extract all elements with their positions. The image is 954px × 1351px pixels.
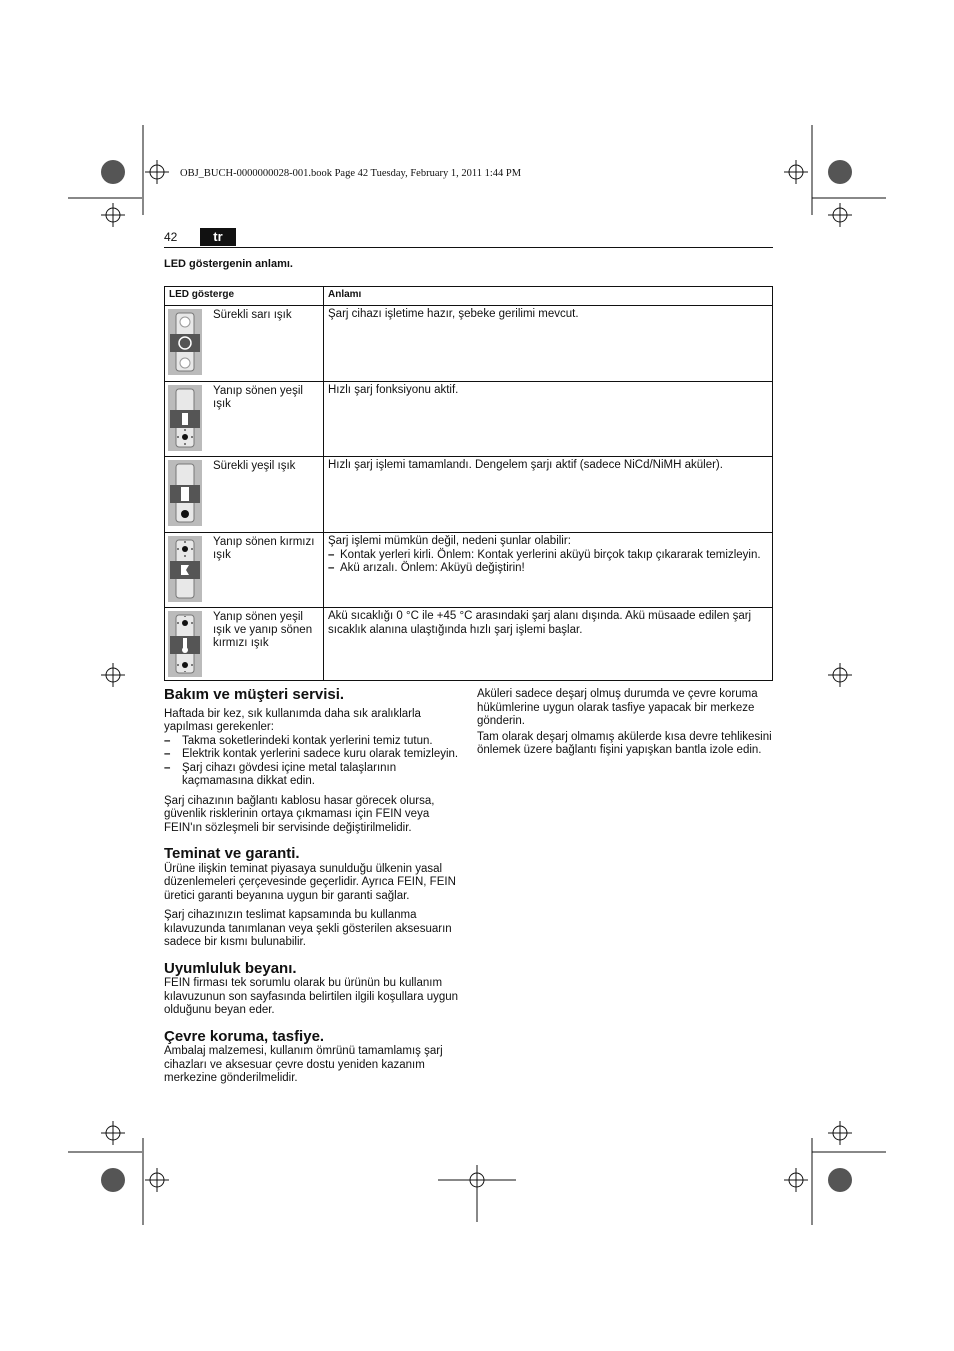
led-label: Sürekli sarı ışık	[213, 309, 292, 321]
table-row	[165, 533, 773, 608]
led-steady-green-icon	[168, 460, 202, 526]
list-item: – Takma soketlerindeki kontak yerlerini temiz tutun.	[164, 735, 460, 749]
environment-p1: Ambalaj malzemesi, kullanım ömrünü tamamlamış şarj cihazları ve aksesuar çevre dostu yeniden kazanım merkezine gönderilmelidir.	[164, 1045, 443, 1084]
table-row	[165, 382, 773, 457]
language-badge: tr	[200, 228, 236, 246]
warranty-p1: Ürüne ilişkin teminat piyasaya sunulduğu ülkenin yasal düzenlemeleri çerçevesinde geçerlidir. Ayrıca FEIN, FEIN üretici garanti beyanına uygun bir garanti sağlar.	[164, 862, 456, 902]
led-section-title: LED göstergenin anlamı.	[164, 258, 293, 270]
right-column	[477, 688, 773, 764]
table-header-row	[165, 287, 773, 306]
maintenance-list	[164, 735, 460, 789]
environment-title: Çevre koruma, tasfiye.	[164, 1027, 325, 1045]
page-number: 42	[164, 230, 178, 244]
warranty-p2: Şarj cihazınızın teslimat kapsamında bu kullanma kılavuzunda tanımlanan veya şekli gösterilen aksesuarın sadece bir kısmı bulunabilir.	[164, 909, 452, 948]
table-row	[165, 608, 773, 681]
led-blinking-green-red-icon	[168, 611, 202, 677]
led-blinking-green-icon	[168, 385, 202, 451]
led-meaning-bullets	[328, 549, 768, 576]
list-item: – Şarj cihazı gövdesi içine metal talaşlarının kaçmamasına dikkat edin.	[164, 762, 460, 789]
maintenance-title: Bakım ve müşteri servisi.	[164, 686, 345, 703]
table-row	[165, 306, 773, 382]
led-meaning: Şarj işlemi mümkün değil, nedeni şunlar olabilir:	[328, 535, 571, 547]
warranty-title: Teminat ve garanti.	[164, 845, 300, 862]
led-table	[164, 286, 773, 681]
file-info: OBJ_BUCH-0000000028-001.book Page 42 Tuesday, February 1, 2011 1:44 PM	[180, 168, 522, 179]
list-item: – Kontak yerleri kirli. Önlem: Kontak yerlerini aküyü birçok takıp çıkararak temizleyin.	[328, 549, 768, 563]
disposal-p1: Aküleri sadece deşarj olmuş durumda ve çevre koruma hükümlerine uygun olarak tasfiye yapacak bir merkeze gönderin.	[477, 688, 758, 727]
maintenance-intro: Haftada bir kez, sık kullanımda daha sık aralıklarla yapılması gerekenler:	[164, 707, 421, 733]
maintenance-cable: Şarj cihazının bağlantı kablosu hasar görecek olursa, güvenlik risklerinin ortaya çıkmaması için FEIN veya FEIN'ın sözleşmeli bir servisinde değiştirilmelidir.	[164, 794, 435, 834]
led-meaning: Hızlı şarj fonksiyonu aktif.	[324, 382, 773, 457]
table-row	[165, 457, 773, 533]
left-column	[164, 688, 460, 1092]
col-header-meaning: Anlamı	[324, 287, 773, 306]
col-header-led: LED gösterge	[165, 287, 324, 306]
led-label: Yanıp sönen kırmızı ışık	[213, 536, 315, 561]
header-rule	[164, 247, 773, 248]
led-meaning-cell	[324, 533, 773, 608]
conformity-title: Uyumluluk beyanı.	[164, 959, 297, 977]
conformity-p1: FEIN firması tek sorumlu olarak bu ürünün bu kullanım kılavuzunun son sayfasında belirtilen ilgili koşullara uygun olduğunu beyan eder.	[164, 977, 459, 1016]
list-item: – Elektrik kontak yerlerini sadece kuru olarak temizleyin.	[164, 748, 460, 762]
led-label: Sürekli yeşil ışık	[213, 460, 296, 472]
list-item: – Akü arızalı. Önlem: Aküyü değiştirin!	[328, 562, 768, 576]
disposal-p2: Tam olarak deşarj olmamış akülerde kısa devre tehlikesini önlemek üzere bağlantı fişini yapışkan bantla izole edin.	[477, 730, 772, 756]
led-blinking-red-icon	[168, 536, 202, 602]
led-label: Yanıp sönen yeşil ışık	[213, 385, 303, 410]
led-meaning: Hızlı şarj işlemi tamamlandı. Dengelem şarjı aktif (sadece NiCd/NiMH aküler).	[324, 457, 773, 533]
led-meaning: Şarj cihazı işletime hazır, şebeke gerilimi mevcut.	[324, 306, 773, 382]
led-label: Yanıp sönen yeşil ışık ve yanıp sönen kırmızı ışık	[213, 611, 313, 649]
led-meaning: Akü sıcaklığı 0 °C ile +45 °C arasındaki şarj alanı dışında. Akü müsaade edilen şarj sıcaklık alanına ulaştığında hızlı şarj işlemi başlar.	[324, 608, 773, 681]
led-steady-yellow-icon	[168, 309, 202, 375]
